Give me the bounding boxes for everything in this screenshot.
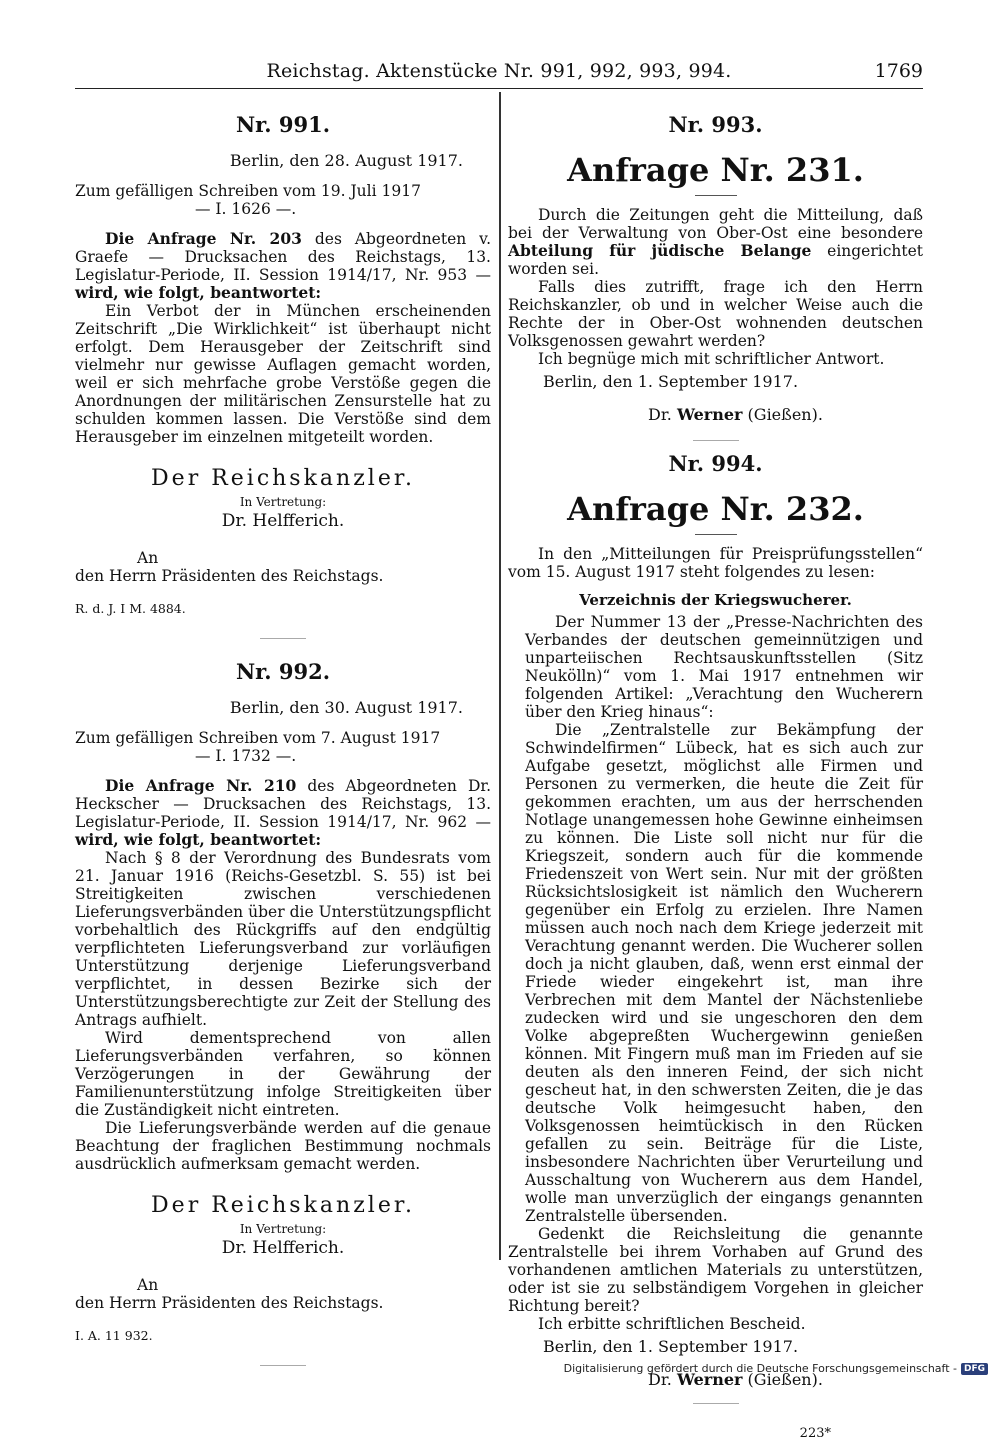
dfg-logo-icon: DFG [961, 1363, 988, 1375]
separator-rule [693, 440, 739, 441]
reference-number: — I. 1732 —. [195, 747, 297, 765]
signer-title: Dr. [648, 1370, 677, 1389]
right-column [508, 92, 923, 1441]
anfrage-label: Die Anfrage Nr. 203 [105, 229, 302, 248]
reference [75, 729, 491, 765]
file-number: I. A. 11 932. [75, 1328, 153, 1343]
answer-body: Wird dementsprechend von allen Lieferungsverbänden verfahren, so können Verzögerungen in der Gewährung der Familienunterstützung infolge Streitigkeiten über die Zuständigkeit nicht eintreten. [75, 1029, 491, 1119]
anfrage-paragraph [75, 230, 491, 302]
document-number: Nr. 992. [235, 659, 331, 684]
reference [75, 182, 491, 218]
quoted-article [508, 613, 923, 1225]
answer-body: Nach § 8 der Verordnung des Bundesrats vom 21. Januar 1916 (Reichs-Gesetzbl. S. 55) ist bei Streitigkeiten zwischen verschiedenen Lieferungsverbänden über die Unterstützungspflicht vorbehaltlich des Rückgriffs auf den endgültig verpflichteten Lieferungsverband zur vorläufigen Unterstützung derjenige Lieferungsverband verpflichtet, in dessen Bezirke sich der Unterstützungsberechtigte zur Zeit der Stellung des Antrags aufhielt. [75, 849, 491, 1029]
signer-place: (Gießen). [742, 405, 823, 424]
digitization-credit [564, 1362, 988, 1375]
column-divider [499, 92, 501, 1260]
vertretung-label: In Vertretung: [239, 1222, 327, 1236]
addressee: den Herrn Präsidenten des Reichstags. [75, 1294, 384, 1312]
reference-number: — I. 1626 —. [195, 200, 297, 218]
document-number: Nr. 994. [668, 451, 763, 476]
title-rule [695, 534, 737, 535]
anfrage-body: Falls dies zutrifft, frage ich den Herrn Reichskanzler, ob und in welcher Weise auch die Rechte der in Ober-Ost wohnenden deutschen Volksgenossen gewahrt werden? [508, 278, 923, 350]
dateline: Berlin, den 1. September 1917. [543, 372, 799, 391]
separator-rule [693, 1403, 739, 1404]
signature-title: Der Reichskanzler. [151, 1193, 415, 1218]
addressee: den Herrn Präsidenten des Reichstags. [75, 567, 384, 585]
body-text: Durch die Zeitungen geht die Mitteilung, daß bei der Verwaltung von Ober-Ost eine besondere [508, 206, 923, 242]
page-title: Reichstag. Aktenstücke Nr. 991, 992, 993, 994. [266, 60, 732, 82]
quote-paragraph: Der Nummer 13 der „Presse-Nachrichten des Verbandes der deutschen gemeinnützigen und unparteiischen Rechtsauskunftsstellen (Sitz Neukölln)“ vom 1. Mai 1917 entnehmen wir folgenden Artikel: „Verachtung den Wucherern über den Krieg hinaus“: [525, 613, 923, 721]
document-991 [75, 112, 491, 616]
document-992 [75, 659, 491, 1343]
signer-surname: Werner [676, 1370, 743, 1389]
reference-line: Zum gefälligen Schreiben vom 7. August 1917 [75, 729, 441, 747]
signature-title: Der Reichskanzler. [151, 466, 415, 491]
reference-line: Zum gefälligen Schreiben vom 19. Juli 1917 [75, 182, 421, 200]
document-number: Nr. 991. [235, 112, 331, 137]
dateline: Berlin, den 28. August 1917. [229, 151, 463, 170]
answer-body: Ein Verbot der in München erscheinenden Zeitschrift „Die Wirklichkeit“ ist überhaupt nicht erfolgt. Dem Herausgeber der Zeitschrift sind vielmehr nur gewisse Auflagen gemacht worden, weil er sich mehrfache grobe Verstöße gegen die Anordnungen der militärischen Zensurstelle hat zu schulden kommen lassen. Die Verstöße sind dem Herausgeber im einzelnen mitgeteilt worden. [75, 302, 491, 446]
anfrage-body: Ich begnüge mich mit schriftlicher Antwort. [538, 350, 885, 368]
emphasis-text: Abteilung für jüdische Belange [508, 241, 812, 260]
signer-place: (Gießen). [742, 1370, 823, 1389]
answered-note: wird, wie folgt, beantwortet: [75, 830, 322, 849]
signer-surname: Werner [676, 405, 743, 424]
addressee-block [75, 549, 491, 585]
anfrage-intro: In den „Mitteilungen für Preisprüfungsstellen“ vom 15. August 1917 steht folgendes zu lesen: [508, 545, 923, 581]
anfrage-text: des Abgeordneten v. Graefe — Drucksachen des Reichstags, 13. Legislatur-Periode, II. Session 1914/17, Nr. 953 — [75, 230, 492, 284]
anfrage-title: Anfrage Nr. 232. [567, 490, 864, 528]
anfrage-body: Ich erbitte schriftlichen Bescheid. [538, 1315, 806, 1333]
signer-name: Dr. Helfferich. [221, 511, 345, 531]
body-text: eingerichtet worden sei. [508, 242, 924, 278]
page-header [75, 58, 923, 89]
anfrage-body [508, 206, 923, 278]
anfrage-label: Die Anfrage Nr. 210 [105, 776, 297, 795]
addressee-an: An [137, 549, 159, 567]
addressee-an: An [137, 1276, 159, 1294]
quote-paragraph: Die „Zentralstelle zur Bekämpfung der Schwindelfirmen“ Lübeck, hat es sich auch zur Aufgabe gesetzt, möglichst alle Firmen und Personen zu vermerken, die heute die Zeit für gekommen erachten, um aus der herrschenden Notlage unangemessen hohe Gewinne einheimsen zu können. Die Liste soll nicht nur für die Kriegszeit, sondern auch für die kommende Friedenszeit von Wert sein. Nur mit der größten Rücksichtslosigkeit ist nämlich den Wucherern gegenüber ein Erfolg zu erzielen. Ihre Namen müssen auch noch nach dem Kriege jederzeit mit Verachtung genannt werden. Die Wucherer sollen doch ja nicht glauben, daß, wenn erst einmal der Friede wieder eingekehrt ist, man ihre Verbrechen mit dem Mantel der Nächstenliebe zudecken wird und sie ungeschoren den dem Volke abgepreßten Wuchergewinn genießen können. Mit Fingern muß man im Frieden auf sie deuten als den inneren Feind, der sich nicht gescheut hat, in den schwersten Zeiten, die je das deutsche Volk heimgesucht haben, den Volksgenossen heimtückisch in den Rücken gefallen zu sein. Beiträge für die Liste, insbesondere Nachrichten über Verurteilung und Ausschaltung von Wucherern aus dem Handel, wolle man unverzüglich der eingangs genannten Zentralstelle übersenden. [525, 721, 923, 1225]
anfrage-body: Gedenkt die Reichsleitung die genannte Zentralstelle bei ihrem Vorhaben auf Grund des vorhandenen amtlichen Materials zu unterstützen, oder ist sie zu selbständigem Vorgehen in gleicher Richtung bereit? [508, 1225, 923, 1315]
document-993 [508, 112, 923, 424]
answered-note: wird, wie folgt, beantwortet: [75, 283, 322, 302]
signer-title: Dr. [648, 405, 677, 424]
dateline: Berlin, den 30. August 1917. [229, 698, 463, 717]
addressee-block [75, 1276, 491, 1312]
credit-text: Digitalisierung gefördert durch die Deutsche Forschungsgemeinschaft - [563, 1362, 957, 1375]
document-994 [508, 451, 923, 1389]
file-number: R. d. J. I M. 4884. [75, 601, 186, 616]
dateline: Berlin, den 1. September 1917. [543, 1337, 799, 1356]
page-number: 1769 [874, 60, 923, 82]
document-number: Nr. 993. [668, 112, 763, 137]
left-column [75, 92, 491, 1386]
signer-name [508, 405, 923, 424]
title-rule [695, 195, 737, 196]
signer-name: Dr. Helfferich. [221, 1238, 345, 1258]
answer-body: Die Lieferungsverbände werden auf die genaue Beachtung der fraglichen Bestimmung nochmals ausdrücklich aufmerksam gemacht werden. [75, 1119, 491, 1173]
anfrage-title: Anfrage Nr. 231. [567, 151, 864, 189]
anfrage-paragraph [75, 777, 491, 849]
separator-rule [260, 638, 306, 639]
sheet-number: 223* [799, 1426, 831, 1441]
vertretung-label: In Vertretung: [239, 495, 327, 509]
section-heading: Verzeichnis der Kriegswucherer. [579, 591, 852, 609]
separator-rule [260, 1365, 306, 1366]
anfrage-text: des Abgeordneten Dr. Heckscher — Drucksachen des Reichstags, 13. Legislatur-Periode, II. Session 1914/17, Nr. 962 — [75, 777, 492, 831]
